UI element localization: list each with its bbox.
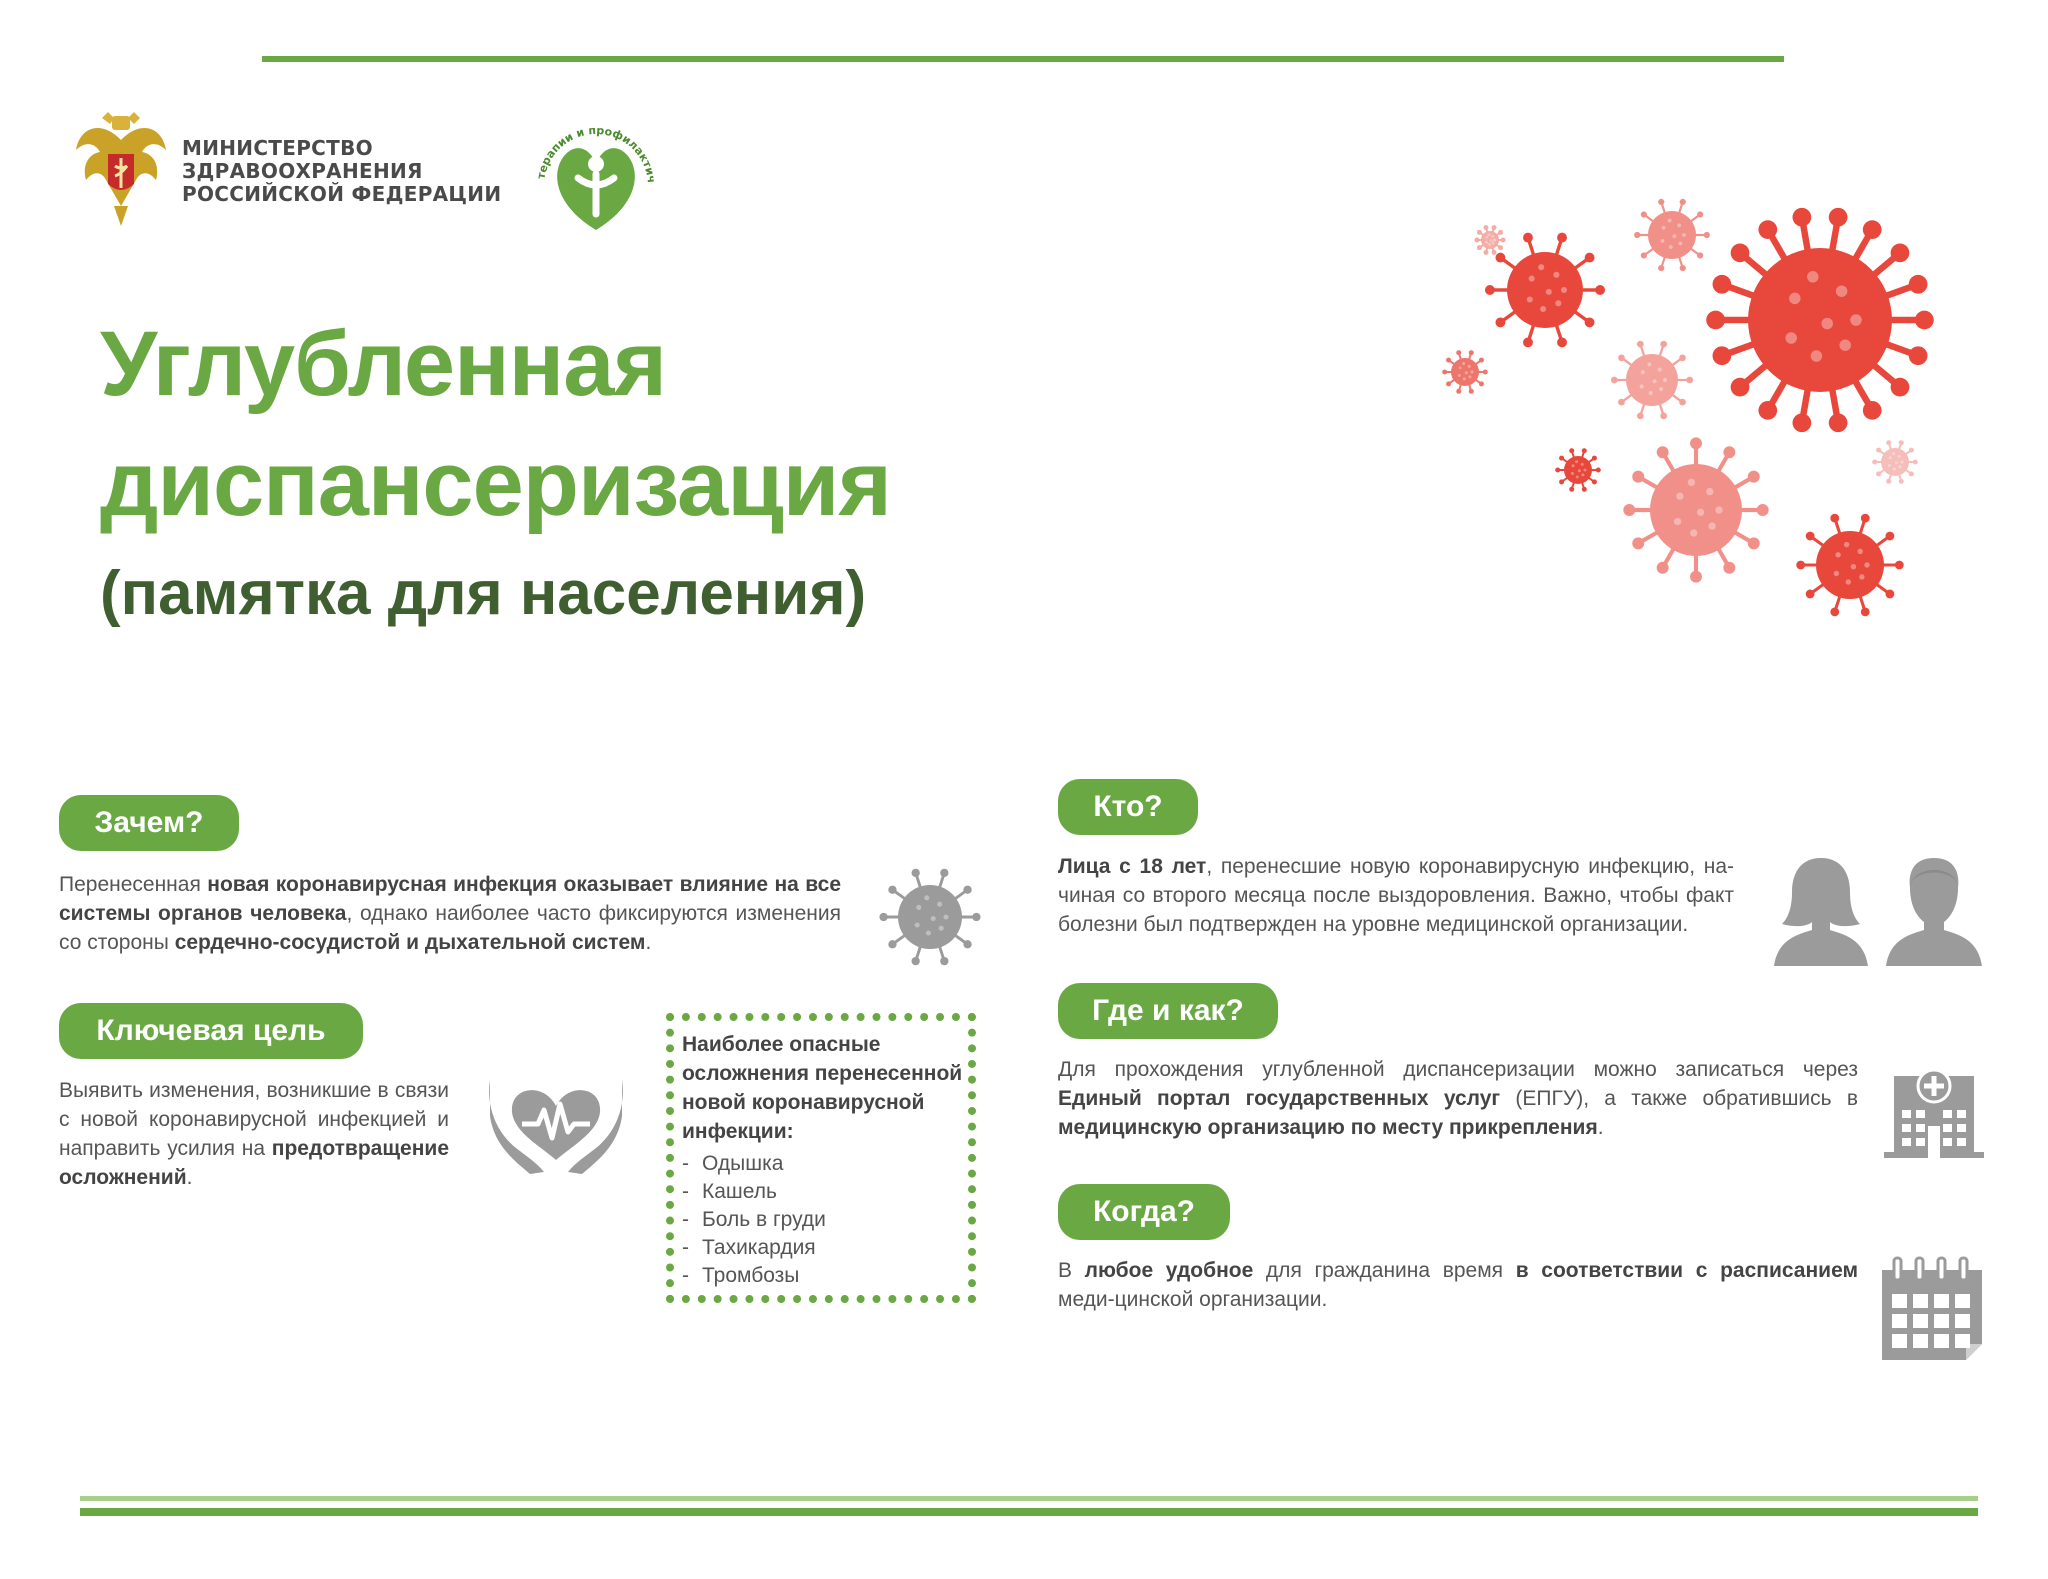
list-item: - Боль в груди <box>682 1208 826 1231</box>
virus-icon <box>1796 514 1903 617</box>
heart-hands-icon <box>486 1076 626 1176</box>
bottom-divider <box>80 1508 1978 1516</box>
nmic-logo-icon <box>524 102 662 248</box>
virus-cluster-icon <box>1390 180 1950 640</box>
list-item: - Одышка <box>682 1152 784 1175</box>
virus-icon <box>1706 208 1934 432</box>
hospital-icon <box>1884 1056 1984 1158</box>
virus-gray-icon <box>875 855 985 979</box>
virus-icon <box>1634 199 1710 271</box>
why-heading: Зачем? <box>59 795 239 851</box>
virus-icon <box>1474 225 1505 255</box>
svg-text:терапии и профилактической мед: терапии и профилактической медицины НМИЦ <box>524 102 658 184</box>
virus-icon <box>1442 350 1488 394</box>
ministry-line-3: РОССИЙСКОЙ ФЕДЕРАЦИИ <box>182 182 502 206</box>
goal-text: Выявить изменения, возникшие в связи с новой коронавирусной инфекцией и направить усилия на предотвращение осложнений. <box>59 1079 449 1189</box>
who-text: Лица с 18 лет, перенесшие новую коронавирусную инфекцию, на-чиная со второго месяца после выздоровления. Важно, чтобы факт болезни был подтвержден на уровне медицинской организации. <box>1058 855 1734 936</box>
page-subtitle: (памятка для населения) <box>100 559 867 628</box>
coat-of-arms-icon <box>72 110 170 228</box>
virus-icon <box>1611 341 1693 419</box>
list-item: - Тромбозы <box>682 1264 800 1287</box>
virus-icon <box>879 869 980 966</box>
when-text: В любое удобное для гражданина время в соответствии с расписанием меди-цинской организации. <box>1058 1259 1859 1311</box>
list-item: - Кашель <box>682 1180 777 1203</box>
why-text: Перенесенная новая коронавирусная инфекция оказывает влияние на все системы органов человека, однако наиболее часто фиксируются изменения со стороны сердечно-сосудистой и дыхательной систем. <box>59 873 841 954</box>
ministry-line-2: ЗДРАВООХРАНЕНИЯ <box>182 159 423 183</box>
page-title-line-2: диспансеризация <box>100 433 891 535</box>
virus-icon <box>1485 233 1605 348</box>
complications-list <box>682 1150 826 1290</box>
complications-title: Наиболее опасные осложнения перенесенной новой коронавирусной инфекции: <box>682 1033 963 1143</box>
virus-icon <box>1623 437 1768 582</box>
goal-heading: Ключевая цель <box>59 1003 363 1059</box>
where-text: Для прохождения углубленной диспансеризации можно записаться через Единый портал государственных услуг (ЕПГУ), а также обратившись в медицинскую организацию по месту прикрепления. <box>1058 1058 1858 1139</box>
when-heading: Когда? <box>1058 1184 1230 1240</box>
who-heading: Кто? <box>1058 779 1198 835</box>
page-title-line-1: Углубленная <box>100 313 667 415</box>
top-divider <box>262 56 1784 62</box>
ministry-line-1: МИНИСТЕРСТВО <box>182 136 373 160</box>
list-item: - Тахикардия <box>682 1236 816 1259</box>
man-icon <box>1884 856 1984 966</box>
bottom-divider-light <box>80 1496 1978 1501</box>
virus-icon <box>1872 440 1918 484</box>
woman-icon <box>1772 856 1870 966</box>
virus-icon <box>1555 448 1601 492</box>
ministry-name <box>182 137 501 206</box>
where-heading: Где и как? <box>1058 983 1278 1039</box>
calendar-icon <box>1880 1256 1984 1362</box>
